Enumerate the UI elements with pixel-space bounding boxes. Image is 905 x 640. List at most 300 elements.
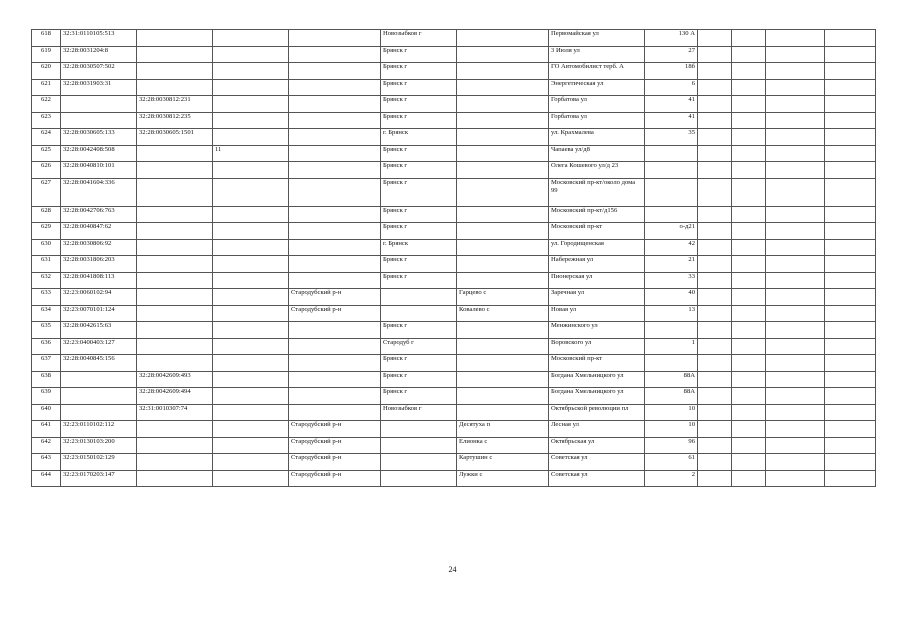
empty-cell <box>766 404 825 421</box>
empty-cell <box>766 63 825 80</box>
cadastral-number-cell: 32:28:0041604:336 <box>61 178 137 206</box>
district-cell <box>289 145 381 162</box>
empty-cell <box>766 239 825 256</box>
empty-cell <box>766 162 825 179</box>
page-number: 24 <box>448 565 457 574</box>
empty-cell <box>732 162 766 179</box>
empty-cell <box>698 404 732 421</box>
city-cell: г. Брянск <box>381 239 457 256</box>
row-number-cell: 631 <box>32 256 61 273</box>
cadastral-number-alt-cell <box>137 322 213 339</box>
cadastral-number-alt-cell: 32:28:0030812:231 <box>137 96 213 113</box>
empty-cell <box>698 454 732 471</box>
district-cell <box>289 79 381 96</box>
row-number-cell: 633 <box>32 289 61 306</box>
building-number-cell <box>213 46 289 63</box>
settlement-cell <box>457 239 549 256</box>
cadastral-number-alt-cell <box>137 46 213 63</box>
empty-cell <box>698 437 732 454</box>
empty-cell <box>698 30 732 47</box>
street-cell: ул. Городищенская <box>549 239 645 256</box>
street-cell: Богдана Хмельницкого ул <box>549 388 645 405</box>
street-cell: Олега Кошевого ул/д 23 <box>549 162 645 179</box>
empty-cell <box>766 256 825 273</box>
table-row <box>32 46 876 63</box>
cadastral-number-alt-cell: 32:28:0042609:494 <box>137 388 213 405</box>
empty-cell <box>698 388 732 405</box>
district-cell <box>289 178 381 206</box>
settlement-cell <box>457 112 549 129</box>
table-row <box>32 388 876 405</box>
street-cell: Лесная ул <box>549 421 645 438</box>
settlement-cell <box>457 46 549 63</box>
row-number-cell: 635 <box>32 322 61 339</box>
empty-cell <box>825 371 876 388</box>
house-number-cell: 61 <box>645 454 698 471</box>
house-number-cell: 18б <box>645 63 698 80</box>
house-number-cell <box>645 162 698 179</box>
district-cell <box>289 355 381 372</box>
empty-cell <box>698 421 732 438</box>
settlement-cell <box>457 355 549 372</box>
city-cell: Брянск г <box>381 178 457 206</box>
empty-cell <box>698 129 732 146</box>
empty-cell <box>698 305 732 322</box>
empty-cell <box>825 223 876 240</box>
row-number-cell: 636 <box>32 338 61 355</box>
empty-cell <box>732 272 766 289</box>
empty-cell <box>825 305 876 322</box>
table-body <box>32 30 876 487</box>
street-cell: Горбатова ул <box>549 96 645 113</box>
cadastral-number-cell: 32:31:0110105:513 <box>61 30 137 47</box>
district-cell <box>289 256 381 273</box>
cadastral-number-cell: 32:28:0042706:763 <box>61 206 137 223</box>
empty-cell <box>825 129 876 146</box>
row-number-cell: 642 <box>32 437 61 454</box>
empty-cell <box>732 355 766 372</box>
row-number-cell: 625 <box>32 145 61 162</box>
street-cell: ул. Крахмалева <box>549 129 645 146</box>
empty-cell <box>825 162 876 179</box>
building-number-cell <box>213 322 289 339</box>
cadastral-number-cell: 32:23:0110102:112 <box>61 421 137 438</box>
empty-cell <box>698 371 732 388</box>
empty-cell <box>698 355 732 372</box>
empty-cell <box>732 305 766 322</box>
table-row <box>32 289 876 306</box>
building-number-cell <box>213 30 289 47</box>
settlement-cell <box>457 388 549 405</box>
district-cell <box>289 223 381 240</box>
city-cell: Брянск г <box>381 223 457 240</box>
row-number-cell: 629 <box>32 223 61 240</box>
house-number-cell: 6 <box>645 79 698 96</box>
district-cell <box>289 388 381 405</box>
empty-cell <box>732 239 766 256</box>
house-number-cell: 33 <box>645 272 698 289</box>
house-number-cell: 1 <box>645 338 698 355</box>
empty-cell <box>732 96 766 113</box>
house-number-cell: 10 <box>645 404 698 421</box>
street-cell: Московский пр-кт <box>549 223 645 240</box>
cadastral-number-cell: 32:23:0130103:200 <box>61 437 137 454</box>
empty-cell <box>766 96 825 113</box>
city-cell: Стародуб г <box>381 338 457 355</box>
district-cell <box>289 129 381 146</box>
cadastral-number-alt-cell <box>137 289 213 306</box>
cadastral-number-cell <box>61 96 137 113</box>
settlement-cell: Десятуха п <box>457 421 549 438</box>
empty-cell <box>825 437 876 454</box>
empty-cell <box>698 256 732 273</box>
cadastral-number-cell: 32:28:0030806:92 <box>61 239 137 256</box>
settlement-cell <box>457 162 549 179</box>
empty-cell <box>732 79 766 96</box>
empty-cell <box>766 223 825 240</box>
settlement-cell: Елионка с <box>457 437 549 454</box>
building-number-cell <box>213 178 289 206</box>
street-cell: Пионерская ул <box>549 272 645 289</box>
cadastral-number-alt-cell <box>137 178 213 206</box>
table-row <box>32 470 876 487</box>
table-row <box>32 421 876 438</box>
empty-cell <box>732 206 766 223</box>
building-number-cell <box>213 437 289 454</box>
cadastral-number-cell: 32:28:0040810:101 <box>61 162 137 179</box>
house-number-cell: 88А <box>645 388 698 405</box>
empty-cell <box>825 145 876 162</box>
building-number-cell <box>213 223 289 240</box>
building-number-cell <box>213 256 289 273</box>
table-row <box>32 272 876 289</box>
building-number-cell <box>213 470 289 487</box>
district-cell <box>289 206 381 223</box>
row-number-cell: 632 <box>32 272 61 289</box>
house-number-cell <box>645 145 698 162</box>
table-row <box>32 355 876 372</box>
empty-cell <box>825 388 876 405</box>
row-number-cell: 620 <box>32 63 61 80</box>
table-row <box>32 322 876 339</box>
empty-cell <box>732 322 766 339</box>
house-number-cell: 42 <box>645 239 698 256</box>
building-number-cell <box>213 289 289 306</box>
cadastral-number-cell: 32:28:0031204:8 <box>61 46 137 63</box>
empty-cell <box>825 338 876 355</box>
cadastral-number-alt-cell <box>137 256 213 273</box>
district-cell <box>289 46 381 63</box>
empty-cell <box>766 112 825 129</box>
settlement-cell <box>457 96 549 113</box>
table-row <box>32 79 876 96</box>
empty-cell <box>698 322 732 339</box>
settlement-cell <box>457 178 549 206</box>
settlement-cell <box>457 256 549 273</box>
settlement-cell <box>457 63 549 80</box>
cadastral-number-alt-cell <box>137 223 213 240</box>
street-cell: 3 Июля ул <box>549 46 645 63</box>
empty-cell <box>698 112 732 129</box>
row-number-cell: 630 <box>32 239 61 256</box>
row-number-cell: 641 <box>32 421 61 438</box>
cadastral-number-cell: 32:28:0042408:508 <box>61 145 137 162</box>
street-cell: Московский пр-кт <box>549 355 645 372</box>
cadastral-number-alt-cell <box>137 162 213 179</box>
table-row <box>32 437 876 454</box>
city-cell: Брянск г <box>381 272 457 289</box>
empty-cell <box>698 289 732 306</box>
building-number-cell <box>213 79 289 96</box>
settlement-cell <box>457 322 549 339</box>
cadastral-number-cell: 32:23:0170203:147 <box>61 470 137 487</box>
empty-cell <box>732 470 766 487</box>
row-number-cell: 639 <box>32 388 61 405</box>
empty-cell <box>825 322 876 339</box>
district-cell <box>289 371 381 388</box>
building-number-cell <box>213 206 289 223</box>
empty-cell <box>698 145 732 162</box>
settlement-cell: Картушин с <box>457 454 549 471</box>
empty-cell <box>825 63 876 80</box>
house-number-cell: 41 <box>645 96 698 113</box>
empty-cell <box>698 223 732 240</box>
cadastral-number-alt-cell <box>137 454 213 471</box>
row-number-cell: 640 <box>32 404 61 421</box>
empty-cell <box>766 338 825 355</box>
house-number-cell: 40 <box>645 289 698 306</box>
cadastral-number-alt-cell <box>137 338 213 355</box>
table-row <box>32 454 876 471</box>
cadastral-number-cell: 32:28:0030605:133 <box>61 129 137 146</box>
empty-cell <box>698 63 732 80</box>
empty-cell <box>766 129 825 146</box>
empty-cell <box>825 96 876 113</box>
table-row <box>32 96 876 113</box>
cadastral-number-cell: 32:28:0041808:113 <box>61 272 137 289</box>
cadastral-number-cell: 32:23:0060102:94 <box>61 289 137 306</box>
city-cell: Брянск г <box>381 322 457 339</box>
house-number-cell: 96 <box>645 437 698 454</box>
district-cell <box>289 96 381 113</box>
empty-cell <box>766 388 825 405</box>
city-cell: Брянск г <box>381 63 457 80</box>
district-cell <box>289 272 381 289</box>
empty-cell <box>732 129 766 146</box>
table-row <box>32 145 876 162</box>
cadastral-number-alt-cell: 32:31:0010307:74 <box>137 404 213 421</box>
district-cell <box>289 239 381 256</box>
cadastral-number-cell: 32:28:0040847:62 <box>61 223 137 240</box>
empty-cell <box>698 46 732 63</box>
empty-cell <box>825 404 876 421</box>
row-number-cell: 618 <box>32 30 61 47</box>
house-number-cell: 13 <box>645 305 698 322</box>
building-number-cell <box>213 338 289 355</box>
row-number-cell: 643 <box>32 454 61 471</box>
table-row <box>32 129 876 146</box>
house-number-cell <box>645 322 698 339</box>
city-cell <box>381 470 457 487</box>
row-number-cell: 624 <box>32 129 61 146</box>
city-cell: Новозыбков г <box>381 404 457 421</box>
cadastral-number-alt-cell <box>137 63 213 80</box>
empty-cell <box>825 256 876 273</box>
row-number-cell: 637 <box>32 355 61 372</box>
settlement-cell <box>457 223 549 240</box>
house-number-cell: 27 <box>645 46 698 63</box>
empty-cell <box>766 437 825 454</box>
cadastral-number-cell <box>61 112 137 129</box>
empty-cell <box>766 206 825 223</box>
empty-cell <box>825 112 876 129</box>
row-number-cell: 623 <box>32 112 61 129</box>
street-cell: Новая ул <box>549 305 645 322</box>
empty-cell <box>732 371 766 388</box>
building-number-cell <box>213 404 289 421</box>
city-cell <box>381 421 457 438</box>
house-number-cell: о-д21 <box>645 223 698 240</box>
empty-cell <box>698 470 732 487</box>
empty-cell <box>825 178 876 206</box>
city-cell: Брянск г <box>381 46 457 63</box>
city-cell: Брянск г <box>381 145 457 162</box>
table-row <box>32 223 876 240</box>
street-cell: Энергетическая ул <box>549 79 645 96</box>
house-number-cell: 2 <box>645 470 698 487</box>
city-cell: Брянск г <box>381 355 457 372</box>
empty-cell <box>698 239 732 256</box>
table-row <box>32 162 876 179</box>
city-cell: Новозыбков г <box>381 30 457 47</box>
empty-cell <box>825 30 876 47</box>
house-number-cell: 88А <box>645 371 698 388</box>
street-cell: Первомайская ул <box>549 30 645 47</box>
cadastral-number-cell <box>61 371 137 388</box>
table-row <box>32 206 876 223</box>
empty-cell <box>825 470 876 487</box>
street-cell: Менжинского ул <box>549 322 645 339</box>
building-number-cell <box>213 63 289 80</box>
settlement-cell: Лужки с <box>457 470 549 487</box>
empty-cell <box>732 46 766 63</box>
district-cell <box>289 162 381 179</box>
house-number-cell <box>645 355 698 372</box>
table-row <box>32 112 876 129</box>
city-cell: г. Брянск <box>381 129 457 146</box>
street-cell: Советская ул <box>549 470 645 487</box>
house-number-cell: 10 <box>645 421 698 438</box>
district-cell <box>289 63 381 80</box>
settlement-cell <box>457 30 549 47</box>
cadastral-number-cell: 32:28:0040845:156 <box>61 355 137 372</box>
city-cell: Брянск г <box>381 206 457 223</box>
property-register-table <box>31 29 876 487</box>
row-number-cell: 638 <box>32 371 61 388</box>
empty-cell <box>698 96 732 113</box>
district-cell: Стародубский р-н <box>289 454 381 471</box>
row-number-cell: 622 <box>32 96 61 113</box>
street-cell: Октябрьская ул <box>549 437 645 454</box>
cadastral-number-alt-cell: 32:28:0042609:493 <box>137 371 213 388</box>
empty-cell <box>766 178 825 206</box>
empty-cell <box>698 178 732 206</box>
empty-cell <box>766 289 825 306</box>
empty-cell <box>825 454 876 471</box>
building-number-cell <box>213 355 289 372</box>
empty-cell <box>825 289 876 306</box>
table-row <box>32 305 876 322</box>
street-cell: ГО Автомобилист терб. А <box>549 63 645 80</box>
city-cell: Брянск г <box>381 388 457 405</box>
settlement-cell <box>457 145 549 162</box>
cadastral-number-alt-cell <box>137 145 213 162</box>
empty-cell <box>732 63 766 80</box>
cadastral-number-cell: 32:28:0030507:502 <box>61 63 137 80</box>
row-number-cell: 619 <box>32 46 61 63</box>
empty-cell <box>732 256 766 273</box>
city-cell: Брянск г <box>381 371 457 388</box>
building-number-cell <box>213 272 289 289</box>
street-cell: Чапаева ул/д8 <box>549 145 645 162</box>
empty-cell <box>766 46 825 63</box>
empty-cell <box>766 322 825 339</box>
empty-cell <box>825 272 876 289</box>
row-number-cell: 634 <box>32 305 61 322</box>
building-number-cell <box>213 371 289 388</box>
cadastral-number-cell <box>61 388 137 405</box>
city-cell <box>381 454 457 471</box>
district-cell: Стародубский р-н <box>289 305 381 322</box>
empty-cell <box>825 206 876 223</box>
settlement-cell <box>457 129 549 146</box>
city-cell: Брянск г <box>381 256 457 273</box>
settlement-cell: Ковалево с <box>457 305 549 322</box>
house-number-cell: 21 <box>645 256 698 273</box>
table-row <box>32 371 876 388</box>
city-cell <box>381 289 457 306</box>
empty-cell <box>732 145 766 162</box>
empty-cell <box>825 355 876 372</box>
cadastral-number-cell: 32:28:0031903:31 <box>61 79 137 96</box>
empty-cell <box>732 289 766 306</box>
building-number-cell <box>213 112 289 129</box>
empty-cell <box>766 454 825 471</box>
street-cell: Набережная ул <box>549 256 645 273</box>
cadastral-number-alt-cell <box>137 206 213 223</box>
house-number-cell <box>645 178 698 206</box>
cadastral-number-alt-cell <box>137 272 213 289</box>
empty-cell <box>732 404 766 421</box>
empty-cell <box>766 30 825 47</box>
city-cell: Брянск г <box>381 96 457 113</box>
district-cell <box>289 30 381 47</box>
table-row <box>32 404 876 421</box>
building-number-cell <box>213 305 289 322</box>
street-cell: Воровского ул <box>549 338 645 355</box>
row-number-cell: 644 <box>32 470 61 487</box>
cadastral-number-alt-cell <box>137 355 213 372</box>
building-number-cell <box>213 239 289 256</box>
empty-cell <box>698 272 732 289</box>
empty-cell <box>698 206 732 223</box>
empty-cell <box>766 145 825 162</box>
street-cell: Советская ул <box>549 454 645 471</box>
city-cell: Брянск г <box>381 162 457 179</box>
row-number-cell: 626 <box>32 162 61 179</box>
city-cell <box>381 437 457 454</box>
district-cell: Стародубский р-н <box>289 437 381 454</box>
